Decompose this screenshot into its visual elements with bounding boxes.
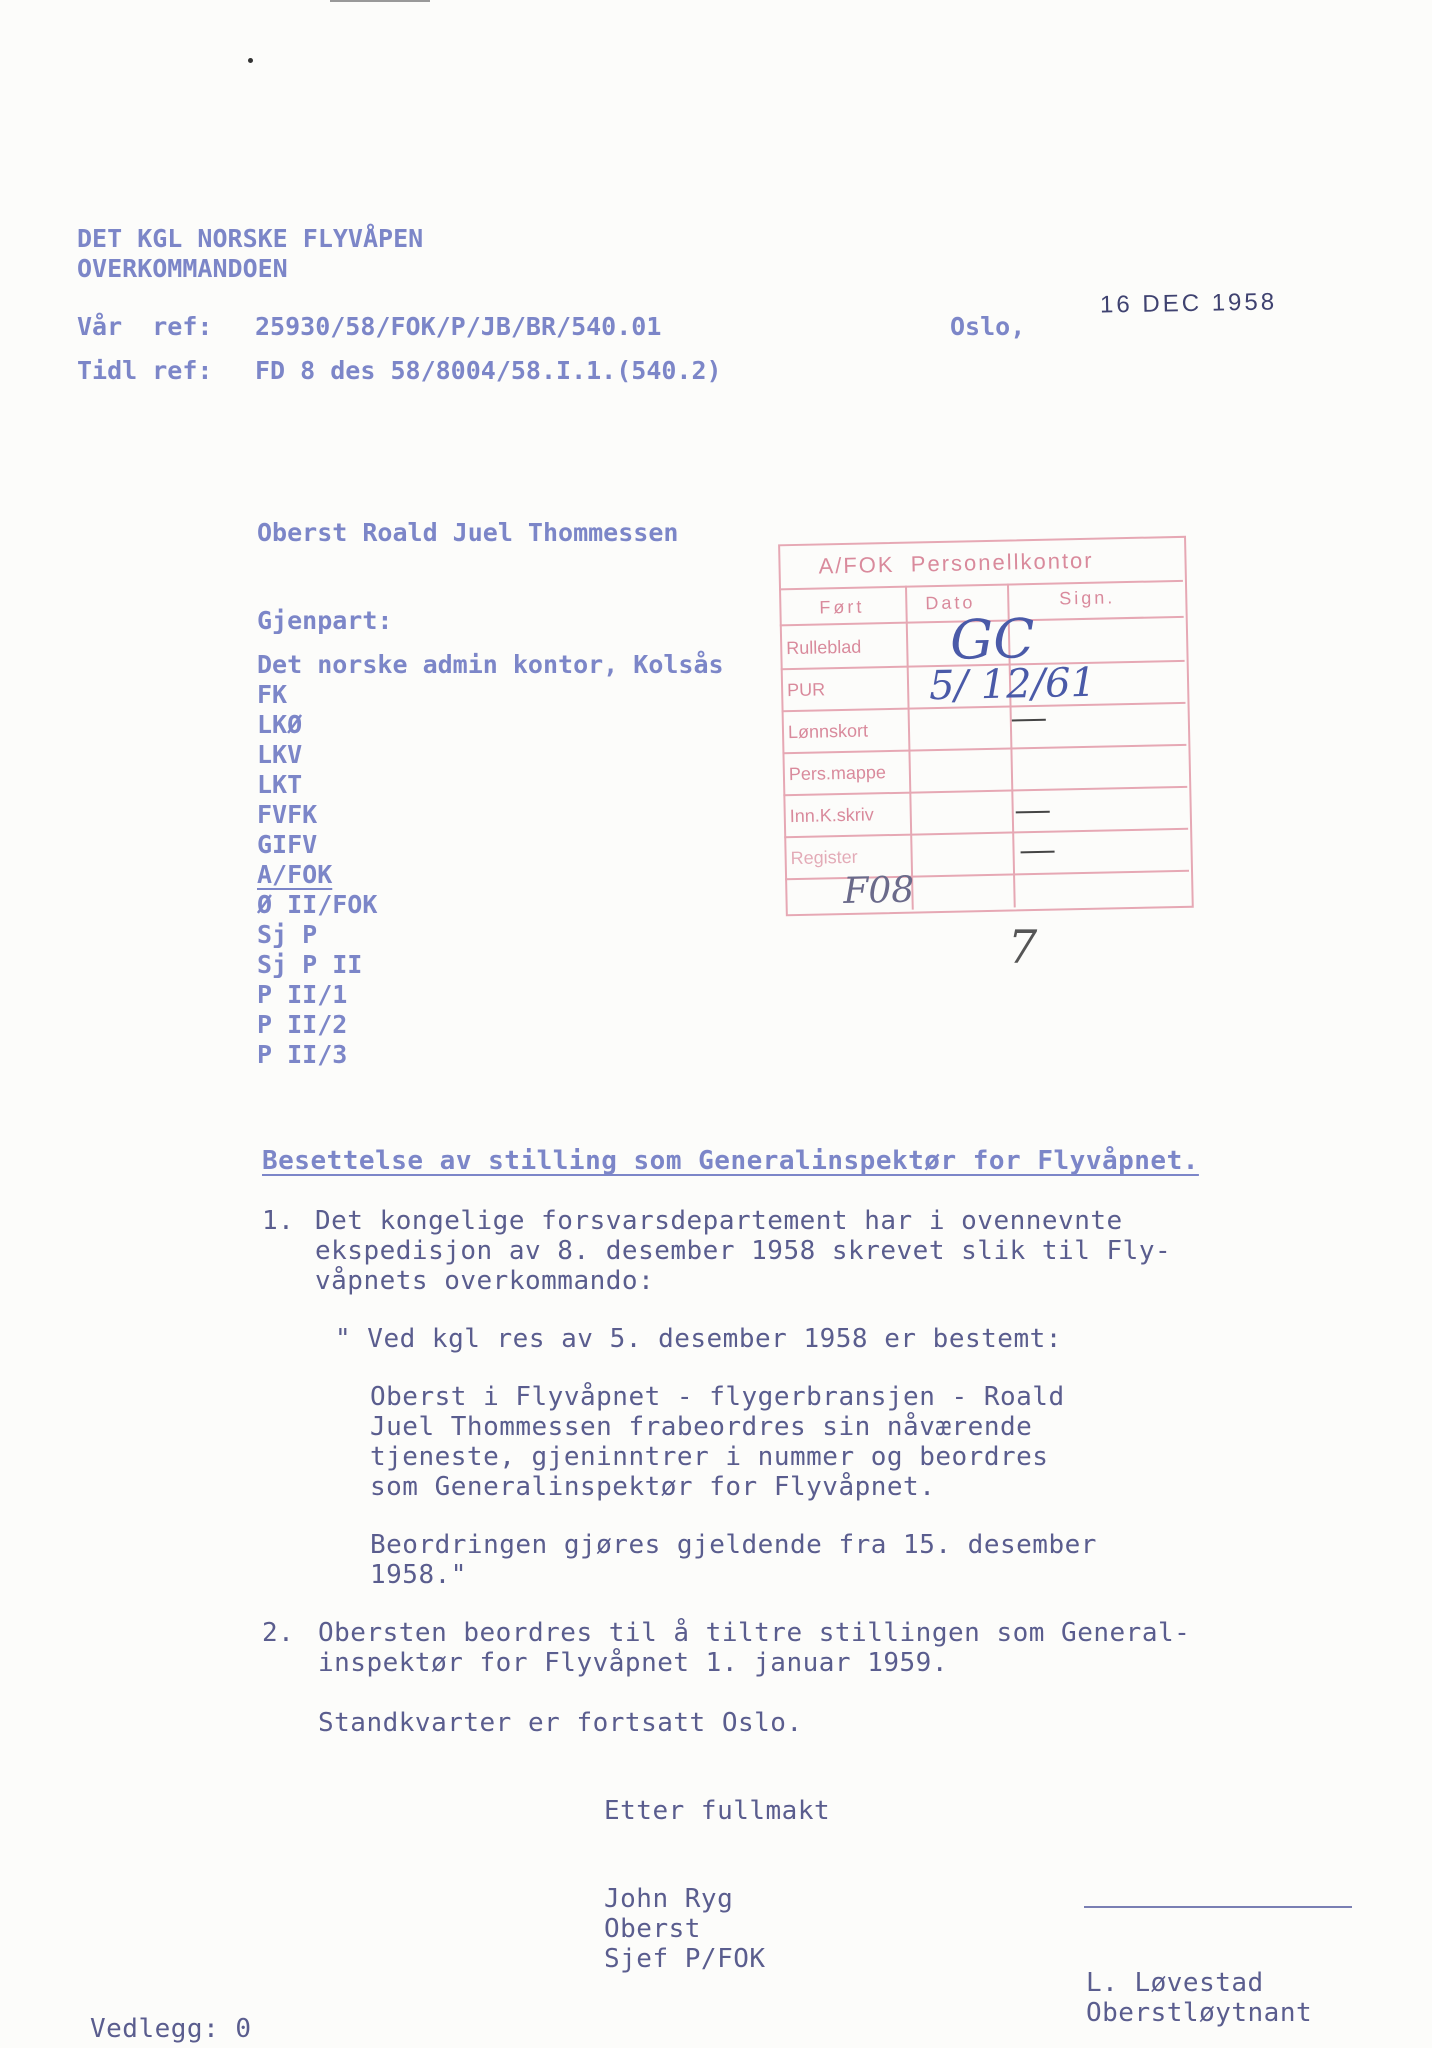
quote-line: tjeneste, gjeninntrer i nummer og beordres [370,1442,1049,1472]
stamp-col-fort: Ført [819,596,865,618]
stamp-row-label: Register [790,846,858,869]
list-item: LKT [257,770,303,799]
stamp-row-label: Pers.mappe [788,762,887,785]
quote-line: 1958." [370,1560,467,1590]
recipient: Oberst Roald Juel Thommessen [257,518,679,547]
quote-line: Beordringen gjøres gjeldende fra 15. desember [370,1530,1097,1560]
stamp-row-label: Lønnskort [787,720,869,743]
top-edge-mark [330,0,430,2]
list-item: LKV [257,740,303,769]
paragraph-line: Det kongelige forsvarsdepartement har i ovennevnte [315,1206,1123,1236]
list-item: FVFK [257,800,318,829]
handwritten-date: 5/ 12/61 [928,659,1097,710]
quote-line: Juel Thommessen frabeordres sin nåværende [370,1412,1033,1442]
paragraph-number: 1. [262,1206,295,1236]
stamp-title: A/FOK Personellkontor [818,547,1094,579]
stamp-row-label: PUR [786,679,826,701]
punch-dot [248,58,253,63]
signer-name: John Ryg [604,1884,734,1914]
stamp-row-label: Inn.K.skriv [789,804,875,827]
date-stamp: 16 DEC 1958 [1099,288,1278,319]
personnel-stamp [778,536,1196,923]
list-item: P II/3 [257,1040,348,1069]
tidl-ref-label: Tidl ref: [77,356,213,385]
subject-line: Besettelse av stilling som Generalinspektør for Flyvåpnet. [262,1146,1199,1176]
handwritten-mark: F08 [842,869,915,913]
list-item: Det norske admin kontor, Kolsås [257,650,724,679]
list-item: Sj P [257,920,318,949]
paragraph-line: Obersten beordres til å tiltre stillingen som General- [318,1618,1191,1648]
handwritten-mark: 7 [1008,920,1038,974]
second-signer-name: L. Løvestad [1086,1968,1264,1998]
quote-line: Oberst i Flyvåpnet - flygerbransjen - Roald [370,1382,1065,1412]
handwritten-initials: GC [949,606,1036,672]
stamp-row-label: Rulleblad [786,636,862,659]
closing-authority: Etter fullmakt [604,1796,831,1826]
tidl-ref-value: FD 8 des 58/8004/58.I.1.(540.2) [255,356,722,385]
stamp-col-sign: Sign. [1059,587,1116,609]
signature-line [1084,1906,1352,1908]
paragraph-line: inspektør for Flyvåpnet 1. januar 1959. [318,1648,948,1678]
second-signer-rank: Oberstløytnant [1086,1998,1313,2028]
list-item: GIFV [257,830,318,859]
signer-title: Sjef P/FOK [604,1944,766,1974]
list-item: A/FOK [257,860,333,889]
list-item: P II/1 [257,980,348,1009]
paragraph-line: ekspedisjon av 8. desember 1958 skrevet slik til Fly- [315,1236,1172,1266]
signer-rank: Oberst [604,1914,701,1944]
quote-line: som Generalinspektør for Flyvåpnet. [370,1472,936,1502]
list-item: LKØ [257,710,303,739]
quote-line: " Ved kgl res av 5. desember 1958 er bestemt: [335,1324,1062,1354]
paragraph-number: 2. [262,1618,295,1648]
org-line-2: OVERKOMMANDOEN [77,254,288,283]
list-item: P II/2 [257,1010,348,1039]
stamp-col-dato: Dato [925,592,976,614]
var-ref-value: 25930/58/FOK/P/JB/BR/540.01 [255,312,662,341]
list-item: FK [257,680,288,709]
var-ref-label: Vår ref: [77,312,213,341]
list-item: Ø II/FOK [257,890,378,919]
place: Oslo, [950,312,1026,341]
attachments: Vedlegg: 0 [90,2014,252,2044]
list-item: Sj P II [257,950,363,979]
paragraph-line: Standkvarter er fortsatt Oslo. [318,1708,803,1738]
paragraph-line: våpnets overkommando: [315,1266,655,1296]
org-line-1: DET KGL NORSKE FLYVÅPEN [77,224,424,253]
copies-label: Gjenpart: [257,606,393,635]
